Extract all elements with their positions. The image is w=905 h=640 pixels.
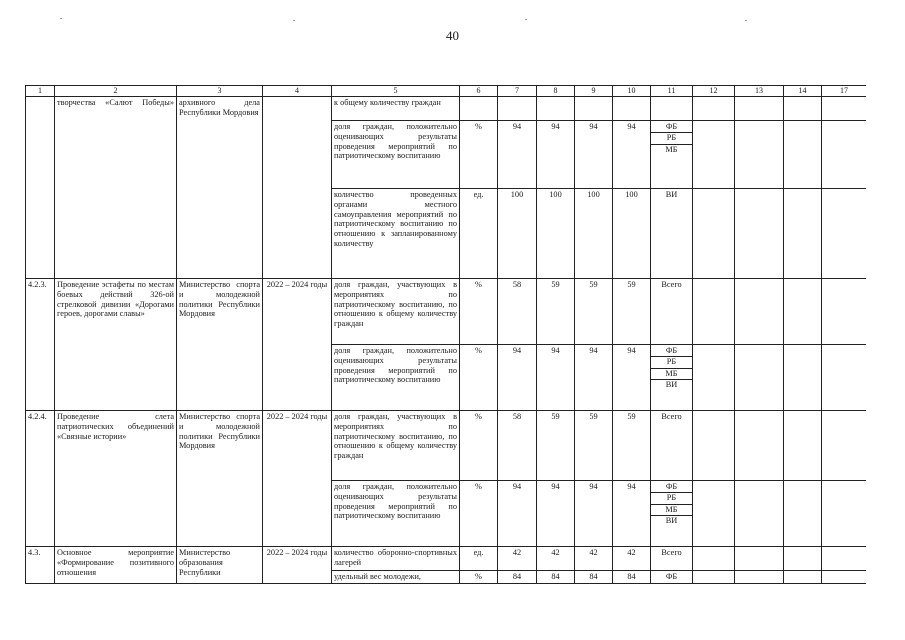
period-cell: 2022 – 2024 годы [263, 546, 332, 583]
indicator-cell: доля граждан, участвующих в мероприятиях по патриотическому воспитанию, по отношению к общему количеству граждан [332, 278, 460, 344]
value-cell: 59 [613, 410, 651, 480]
executor-cell: Министерство образования Республики [177, 546, 263, 583]
value-cell: 84 [498, 570, 537, 583]
cell [651, 96, 693, 120]
indicator-cell: количество проведенных органами местного самоуправления мероприятий по патриотическому воспитанию по отношению к запланированному количеству [332, 188, 460, 278]
source-cell: Всего [651, 546, 693, 570]
period-cell [263, 96, 332, 278]
cell [784, 410, 822, 480]
cell [693, 410, 735, 480]
source-cell [651, 480, 693, 546]
cell [784, 344, 822, 410]
cell [735, 188, 784, 278]
value-cell: 84 [537, 570, 575, 583]
scan-speck [745, 20, 747, 21]
value-cell: 94 [537, 480, 575, 546]
value-cell: 42 [498, 546, 537, 570]
source-cell: ВИ [651, 188, 693, 278]
unit-cell: ед. [460, 188, 498, 278]
indicator-cell: доля граждан, положительно оценивающих результаты проведения мероприятий по патриотическому воспитанию [332, 120, 460, 188]
executor-cell: Министерство спорта и молодежной политики Республики Мордовия [177, 410, 263, 546]
source-cell [651, 344, 693, 410]
value-cell: 59 [537, 410, 575, 480]
value-cell: 84 [613, 570, 651, 583]
cell [784, 188, 822, 278]
value-cell: 100 [537, 188, 575, 278]
source-label: РБ [651, 493, 692, 505]
header-cell: 14 [784, 86, 822, 97]
source-cell [651, 120, 693, 188]
source-label: РБ [651, 133, 692, 145]
cell [735, 570, 784, 583]
source-cell: Всего [651, 278, 693, 344]
period-cell: 2022 – 2024 годы [263, 278, 332, 410]
source-label: ФБ [651, 482, 692, 494]
table-row [26, 546, 867, 570]
cell [822, 410, 867, 480]
cell [822, 120, 867, 188]
value-cell: 58 [498, 410, 537, 480]
source-label: МБ [651, 505, 692, 517]
header-row [26, 86, 867, 97]
value-cell: 100 [498, 188, 537, 278]
executor-cell: Министерство спорта и молодежной политики Республики Мордовия [177, 278, 263, 410]
value-cell: 94 [575, 480, 613, 546]
header-cell: 1 [26, 86, 55, 97]
cell [822, 278, 867, 344]
value-cell: 94 [575, 120, 613, 188]
value-cell: 42 [613, 546, 651, 570]
source-label: МБ [665, 144, 678, 154]
cell [693, 120, 735, 188]
value-cell: 94 [613, 120, 651, 188]
cell [693, 96, 735, 120]
cell [693, 344, 735, 410]
scan-speck [525, 19, 527, 20]
value-cell: 94 [537, 344, 575, 410]
cell [693, 480, 735, 546]
value-cell: 94 [575, 344, 613, 410]
cell [693, 278, 735, 344]
header-cell: 5 [332, 86, 460, 97]
cell [735, 120, 784, 188]
header-cell: 2 [55, 86, 177, 97]
value-cell: 42 [537, 546, 575, 570]
value-cell: 84 [575, 570, 613, 583]
source-cell: ФБ [651, 570, 693, 583]
unit-cell: % [460, 344, 498, 410]
indicator-cell: количество оборонно-спортивных лагерей [332, 546, 460, 570]
cell [784, 570, 822, 583]
row-number-cell: 4.2.4. [26, 410, 55, 546]
event-name-cell: Основное мероприятие «Формирование позитивного отношения [55, 546, 177, 583]
source-label: РБ [651, 357, 692, 369]
source-label: ФБ [651, 122, 692, 134]
value-cell: 94 [498, 344, 537, 410]
cell [822, 188, 867, 278]
cell [498, 96, 537, 120]
unit-cell: % [460, 410, 498, 480]
value-cell: 94 [613, 344, 651, 410]
unit-cell: ед. [460, 546, 498, 570]
cell [735, 480, 784, 546]
event-name-cell: Проведение слета патриотических объединений «Связные истории» [55, 410, 177, 546]
cell [784, 480, 822, 546]
header-cell: 11 [651, 86, 693, 97]
header-cell: 8 [537, 86, 575, 97]
cell [822, 546, 867, 570]
row-number-cell: 4.3. [26, 546, 55, 583]
source-label: ВИ [665, 380, 678, 390]
cell [575, 96, 613, 120]
cell [784, 546, 822, 570]
value-cell: 59 [613, 278, 651, 344]
source-label: ФБ [651, 346, 692, 358]
indicator-cell: доля граждан, участвующих в мероприятиях по патриотическому воспитанию, по отношению к общему количеству граждан [332, 410, 460, 480]
cell [784, 278, 822, 344]
header-cell: 4 [263, 86, 332, 97]
cell [693, 570, 735, 583]
row-number-cell [26, 96, 55, 278]
unit-cell: % [460, 570, 498, 583]
value-cell: 94 [537, 120, 575, 188]
unit-cell: % [460, 278, 498, 344]
header-cell: 3 [177, 86, 263, 97]
cell [784, 96, 822, 120]
indicator-cell: удельный вес молодежи, [332, 570, 460, 583]
source-cell: Всего [651, 410, 693, 480]
table-row [26, 410, 867, 480]
header-cell: 7 [498, 86, 537, 97]
value-cell: 58 [498, 278, 537, 344]
header-cell: 13 [735, 86, 784, 97]
cell [735, 410, 784, 480]
cell [822, 344, 867, 410]
scan-speck [60, 18, 62, 19]
value-cell: 94 [498, 120, 537, 188]
cell [613, 96, 651, 120]
cell [784, 120, 822, 188]
header-cell: 12 [693, 86, 735, 97]
header-cell: 9 [575, 86, 613, 97]
table-row [26, 278, 867, 344]
cell [822, 570, 867, 583]
event-name-cell: Проведение эстафеты по местам боевых действий 326-ой стрелковой дивизии «Дорогами героев, дорогами славы» [55, 278, 177, 410]
header-cell: 17 [822, 86, 867, 97]
indicator-cell: доля граждан, положительно оценивающих результаты проведения мероприятий по патриотическому воспитанию [332, 480, 460, 546]
cell [693, 546, 735, 570]
cell [735, 96, 784, 120]
indicator-cell: доля граждан, положительно оценивающих результаты проведения мероприятий по патриотическому воспитанию [332, 344, 460, 410]
value-cell: 100 [613, 188, 651, 278]
header-cell: 6 [460, 86, 498, 97]
value-cell: 59 [575, 278, 613, 344]
value-cell: 59 [537, 278, 575, 344]
period-cell: 2022 – 2024 годы [263, 410, 332, 546]
unit-cell: % [460, 120, 498, 188]
scan-speck [293, 20, 295, 21]
page-number: 40 [446, 28, 459, 43]
value-cell: 42 [575, 546, 613, 570]
executor-cell: архивного дела Республики Мордовия [177, 96, 263, 278]
indicator-cell: к общему количеству граждан [332, 96, 460, 120]
row-number-cell: 4.2.3. [26, 278, 55, 410]
cell [693, 188, 735, 278]
source-label: МБ [651, 369, 692, 381]
value-cell: 94 [498, 480, 537, 546]
table-row [26, 96, 867, 120]
cell [822, 96, 867, 120]
cell [537, 96, 575, 120]
value-cell: 59 [575, 410, 613, 480]
cell [735, 278, 784, 344]
value-cell: 94 [613, 480, 651, 546]
data-table [25, 85, 866, 584]
value-cell: 100 [575, 188, 613, 278]
cell [735, 546, 784, 570]
cell [460, 96, 498, 120]
cell [735, 344, 784, 410]
cell [822, 480, 867, 546]
event-name-cell: творчества «Салют Победы» [55, 96, 177, 278]
source-label: ВИ [665, 516, 678, 526]
unit-cell: % [460, 480, 498, 546]
header-cell: 10 [613, 86, 651, 97]
data-table-container [25, 85, 866, 587]
